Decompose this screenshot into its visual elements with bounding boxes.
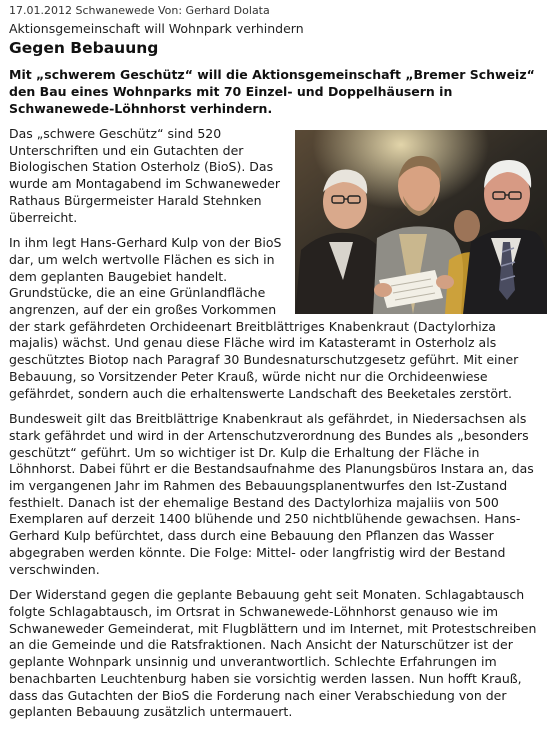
- paragraph: In ihm legt Hans-Gerhard Kulp von der BioS dar, um welch wertvolle Flächen es sich in dem geplanten Baugebiet handelt. Grundstücke, die an eine Grünlandfläche angrenzen, auf der ein großes Vorkommen der stark gefährdeten Orchideenart Breitblättriges Knabenkraut (Dactylorhiza majalis) wächst. Und genau diese Fläche wird im Katasteramt in Osterholz als geschütztes Biotop nach Paragraf 30 Bundesnaturschutzgesetz geführt. Mit einer Bebauung, so Vorsitzender Peter Krauß, würde nicht nur die Orchideenwiese gefährdet, sondern auch die erhaltenswerte Landschaft des Beeketales zerstört.: [9, 235, 519, 401]
- article-body: [9, 126, 547, 730]
- article-meta: 17.01.2012 Schwanewede Von: Gerhard Dolata: [9, 4, 270, 17]
- article-kicker: Aktionsgemeinschaft will Wohnpark verhindern: [9, 21, 304, 36]
- paragraph: Das „schwere Geschütz“ sind 520 Unterschriften und ein Gutachten der Biologischen Station Osterholz (BioS). Das wurde am Montagabend im Schwaneweder Rathaus Bürgermeister Harald Stehnken überreicht.: [9, 126, 280, 225]
- article-lead: Mit „schwerem Geschütz“ will die Aktionsgemeinschaft „Bremer Schweiz“ den Bau eines Wohnparks mit 70 Einzel- und Doppelhäusern in Schwanewede-Löhnhorst verhindern.: [9, 67, 535, 116]
- paragraph: Bundesweit gilt das Breitblättrige Knabenkraut als gefährdet, in Niedersachsen als stark gefährdet und wird in der Artenschutzverordnung des Bundes als „besonders geschützt“ geführt. Um so wichtiger ist Dr. Kulp die Erhaltung der Fläche in Löhnhorst. Dabei führt er die Bestandsaufnahme des Planungsbüros Instara an, das im vergangenen Jahr im Rahmen des Bebauungsplanentwurfes den Ist-Zustand festhielt. Danach ist der ehemalige Bestand des Dactylorhiza majaliis von 500 Exemplaren auf derzeit 1400 blühende und 250 nichtblühende gewachsen. Hans-Gerhard Kulp befürchtet, dass durch eine Bebauung den Pflanzen das Wasser abgegraben werden könnte. Die Folge: Mittel- oder langfristig wird der Bestand verschwinden.: [9, 411, 534, 577]
- paragraph: Der Widerstand gegen die geplante Bebauung geht seit Monaten. Schlagabtausch folgte Schlagabtausch, im Ortsrat in Schwanewede-Löhnhorst genauso wie im Schwaneweder Gemeinderat, mit Flugblättern und im Internet, mit Protestschreiben an die Gemeinde und die Ratsfraktionen. Nach Ansicht der Naturschützer ist der geplante Wohnpark unsinnig und unverantwortlich. Schlechte Erfahrungen im benachbarten Leuchtenburg haben sie vorsichtig werden lassen. Nun hofft Krauß, dass das Gutachten der BioS die Forderung nach einer Verabschiedung von der geplanten Bebauung zusätzlich untermauert.: [9, 587, 537, 720]
- article-photo: [295, 130, 547, 314]
- article-title: Gegen Bebauung: [9, 39, 159, 57]
